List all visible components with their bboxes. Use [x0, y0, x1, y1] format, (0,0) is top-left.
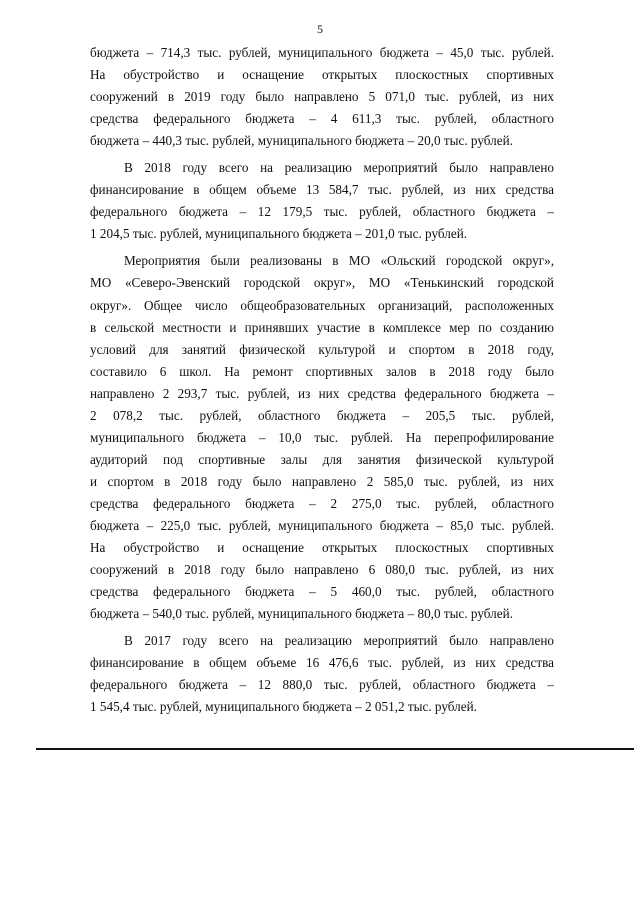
paragraph	[90, 42, 554, 152]
text-line: 1 204,5 тыс. рублей, муниципального бюджета – 201,0 тыс. рублей.	[90, 226, 468, 242]
text-line: в сельской местности и принявших участие в комплексе мер по созданию	[90, 319, 554, 335]
text-line: федерального бюджета – 12 880,0 тыс. рублей, областного бюджета –	[90, 677, 554, 693]
text-line: В 2017 году всего на реализацию мероприятий было направлено	[124, 633, 554, 649]
text-line: составило 6 школ. На ремонт спортивных залов в 2018 году было	[90, 363, 554, 379]
text-line: условий для занятий физической культурой и спортом в 2018 году,	[90, 341, 554, 357]
text-line: сооружений в 2019 году было направлено 5 071,0 тыс. рублей, из них	[90, 89, 554, 105]
text-line: сооружений в 2018 году было направлено 6 080,0 тыс. рублей, из них	[90, 562, 554, 578]
page-number: 5	[317, 22, 323, 36]
text-line: средства федерального бюджета – 4 611,3 тыс. рублей, областного	[90, 111, 554, 127]
text-line: средства федерального бюджета – 2 275,0 тыс. рублей, областного	[90, 495, 554, 511]
text-line: бюджета – 714,3 тыс. рублей, муниципального бюджета – 45,0 тыс. рублей.	[90, 45, 554, 60]
text-line: федерального бюджета – 12 179,5 тыс. рублей, областного бюджета –	[90, 204, 554, 220]
paragraph	[90, 157, 554, 245]
text-line: 2 078,2 тыс. рублей, областного бюджета – 205,5 тыс. рублей,	[90, 407, 554, 423]
text-line: направлено 2 293,7 тыс. рублей, из них средства федерального бюджета –	[90, 385, 554, 401]
text-line: финансирование в общем объеме 16 476,6 тыс. рублей, из них средства	[90, 655, 554, 671]
text-line: Мероприятия были реализованы в МО «Ольский городской округ»,	[124, 253, 554, 269]
text-line: финансирование в общем объеме 13 584,7 тыс. рублей, из них средства	[90, 182, 554, 198]
text-line: бюджета – 440,3 тыс. рублей, муниципального бюджета – 20,0 тыс. рублей.	[90, 133, 513, 149]
text-line: бюджета – 540,0 тыс. рублей, муниципального бюджета – 80,0 тыс. рублей.	[90, 606, 513, 622]
text-line: На обустройство и оснащение открытых плоскостных спортивных	[90, 67, 554, 83]
text-line: МО «Северо-Эвенский городской округ», МО «Тенькинский городской	[90, 275, 554, 291]
paragraph	[90, 630, 554, 718]
text-line: бюджета – 225,0 тыс. рублей, муниципального бюджета – 85,0 тыс. рублей.	[90, 517, 554, 533]
text-line: В 2018 году всего на реализацию мероприятий было направлено	[124, 160, 554, 176]
text-line: муниципального бюджета – 10,0 тыс. рублей. На перепрофилирование	[90, 429, 554, 445]
text-line: 1 545,4 тыс. рублей, муниципального бюджета – 2 051,2 тыс. рублей.	[90, 699, 477, 715]
document-body	[90, 42, 554, 718]
text-line: округ». Общее число общеобразовательных организаций, расположенных	[90, 297, 554, 313]
text-line: На обустройство и оснащение открытых плоскостных спортивных	[90, 540, 554, 556]
text-line: и спортом в 2018 году было направлено 2 585,0 тыс. рублей, из них	[90, 473, 554, 489]
text-line: аудиторий под спортивные залы для занятия физической культурой	[90, 451, 554, 467]
paragraph	[90, 250, 554, 625]
horizontal-rule	[36, 748, 634, 750]
text-line: средства федерального бюджета – 5 460,0 тыс. рублей, областного	[90, 584, 554, 600]
